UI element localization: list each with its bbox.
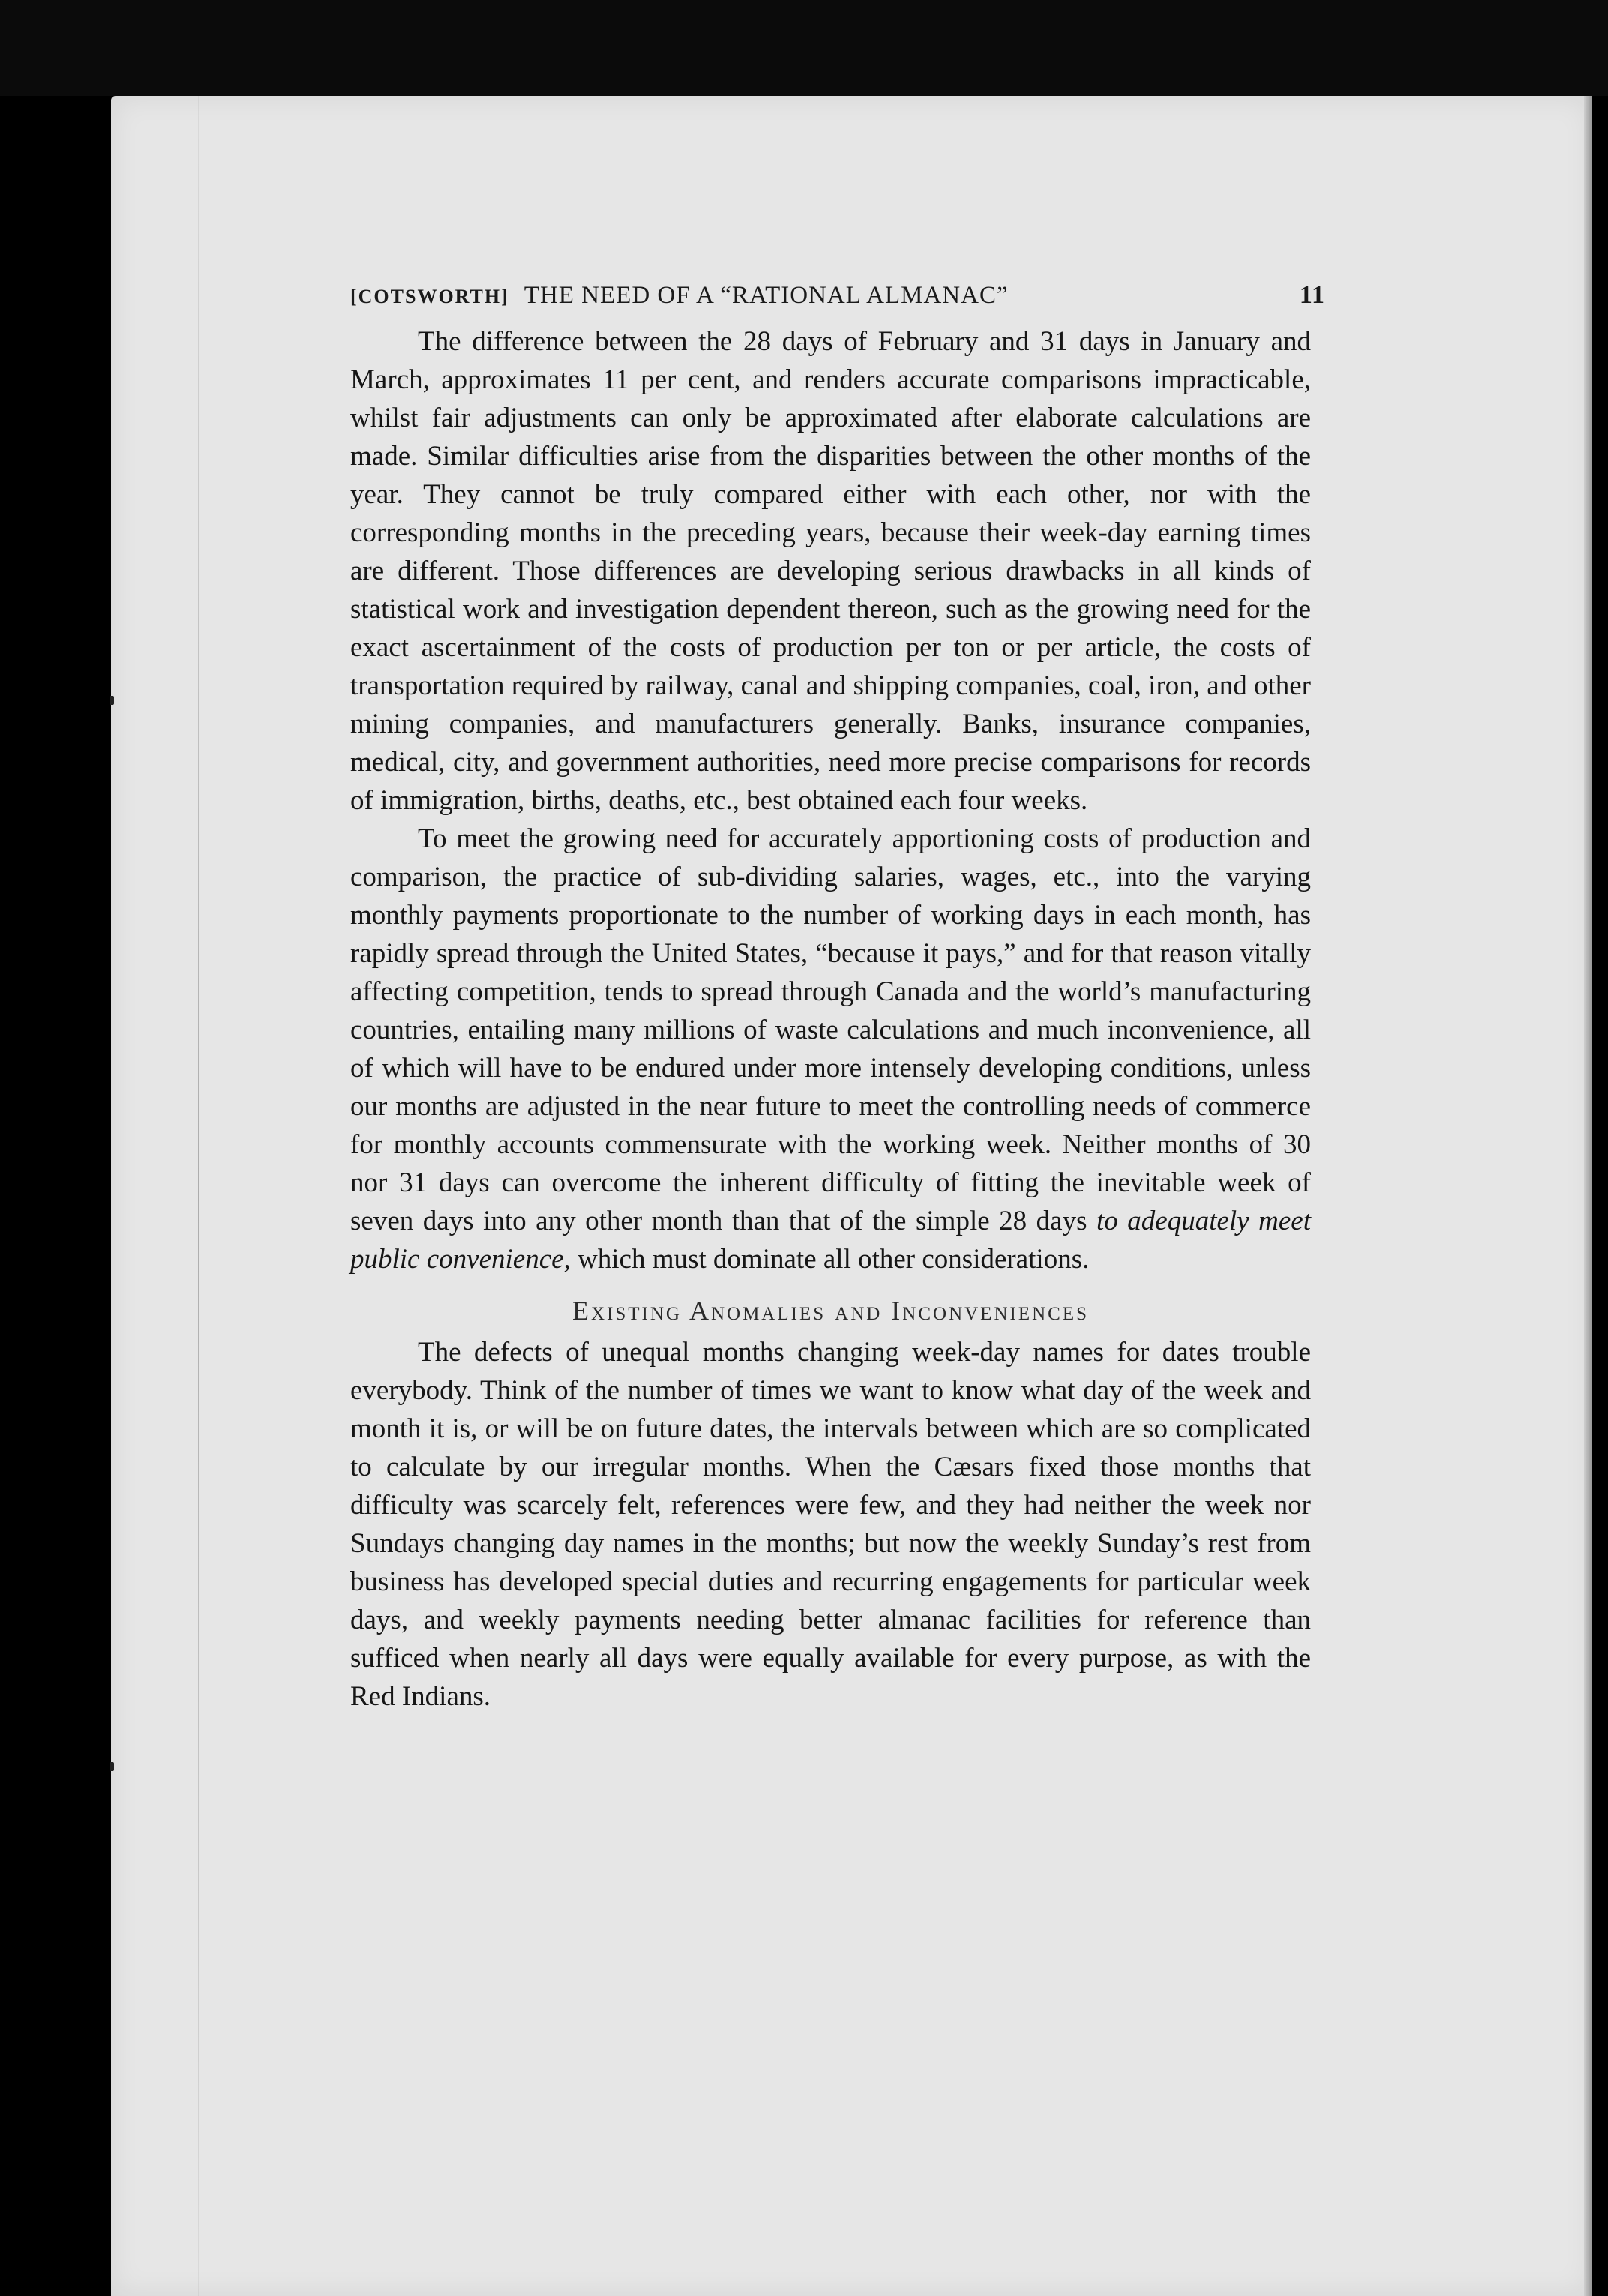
page-edge	[1584, 96, 1592, 2296]
paragraph-2	[350, 820, 1311, 1278]
paragraph-3: The defects of unequal months changing week-day names for dates trouble everybody. Think of the number of times we want to know what day of the week and month it is, or will be on future dates, the intervals between which are so complicated to calculate by our irregular months. When the Cæsars fixed those months that difficulty was scarcely felt, references were few, and they had neither the week nor Sundays changing day names in the months; but now the weekly Sunday’s rest from business has developed special duties and recurring engagements for particular week days, and weekly payments needing better almanac facilities for reference than sufficed when nearly all days were equally available for every purpose, as with the Red Indians.	[350, 1337, 1311, 1712]
section-heading: Existing Anomalies and Inconveniences	[572, 1296, 1090, 1326]
paragraph-2-text: To meet the growing need for accurately apportioning costs of production and comparison, the practice of sub-dividing salaries, wages, etc., into the varying monthly payments proportionate to the number of working days in each month, has rapidly spread through the United States, “because it pays,” and for that reason vitally affecting competition, tends to spread through Canada and the world’s manufacturing countries, entailing many millions of waste calculations and much inconvenience, all of which will have to be endured under more intensely developing conditions, unless our months are adjusted in the near future to meet the controlling needs of commerce for monthly accounts commensurate with the working week. Neither months of 30 nor 31 days can overcome the inherent difficulty of fitting the inevitable week of seven days into any other month than that of the simple 28 days	[350, 823, 1311, 1236]
header-author: [COTSWORTH]	[350, 286, 509, 307]
running-header	[350, 281, 1325, 310]
paragraph-2-end: which must dominate all other considerations.	[578, 1244, 1090, 1275]
margin-speck	[110, 1762, 114, 1771]
scan-background-top	[0, 0, 1608, 96]
page-body	[350, 322, 1311, 1716]
page-gutter	[198, 96, 200, 2296]
paragraph-2-italic: to adequately meet public convenience,	[350, 1206, 1311, 1275]
paragraph-1: The difference between the 28 days of February and 31 days in January and March, approximates 11 per cent, and renders accurate comparisons impracticable, whilst fair adjustments can only be approximated after elaborate calculations are made. Similar difficulties arise from the disparities between the other months of the year. They cannot be truly compared either with each other, nor with the corresponding months in the preceding years, because their week-day earning times are different. Those differences are developing serious drawbacks in all kinds of statistical work and investigation dependent thereon, such as the growing need for the exact ascertainment of the costs of production per ton or per article, the costs of transportation required by railway, canal and shipping companies, coal, iron, and other mining companies, and manufacturers generally. Banks, insurance companies, medical, city, and government authorities, need more precise comparisons for records of immigration, births, deaths, etc., best obtained each four weeks.	[350, 326, 1311, 816]
margin-speck	[110, 696, 114, 705]
page-number: 11	[1299, 281, 1325, 309]
header-title: THE NEED OF A “RATIONAL ALMANAC”	[524, 282, 1009, 309]
